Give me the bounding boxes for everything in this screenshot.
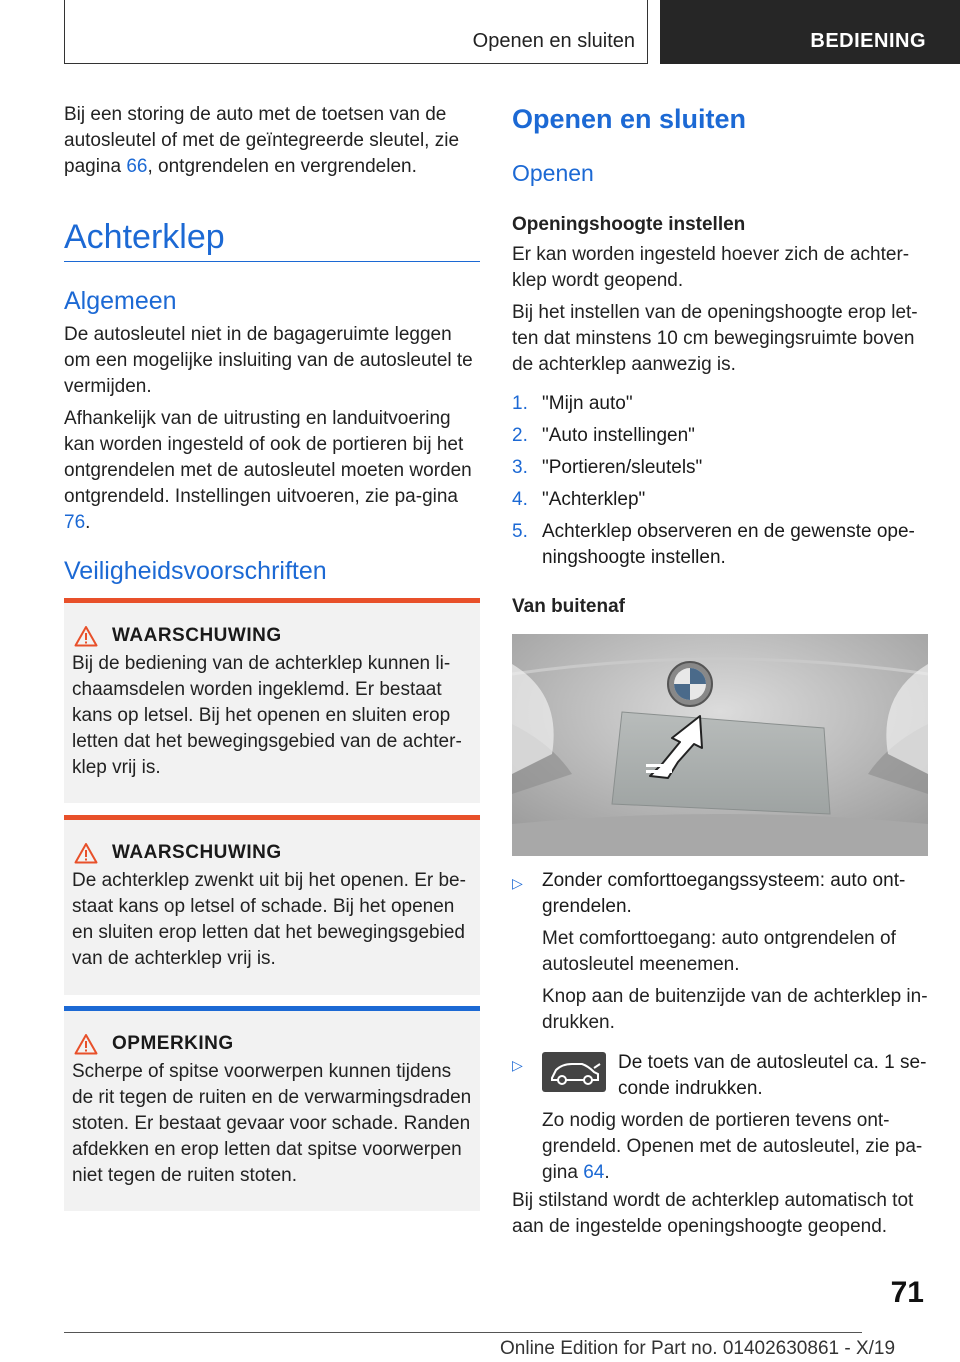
bullet-item-2: ▷ De toets van de autosleutel ca. 1 se-conde indrukken. Zo nodig worden de portieren tevens ont-grendeld. Openen met de autosleutel, zie pa-gina 64. (512, 1050, 928, 1186)
subheading-openingshoogte: Openingshoogte instellen (512, 214, 746, 235)
warning-box-1 (64, 598, 480, 803)
warning-label: WAARSCHUWING (112, 842, 282, 863)
note-box (64, 1006, 480, 1211)
heading-rule (64, 261, 480, 262)
header-chapter-tab (660, 0, 960, 64)
warning-label: WAARSCHUWING (112, 625, 282, 646)
warning-box-2 (64, 815, 480, 995)
header-chapter-title: BEDIENING (810, 30, 926, 52)
subheading-van-buitenaf: Van buitenaf (512, 596, 625, 617)
algemeen-section (64, 322, 480, 542)
openingshoogte-section (512, 242, 928, 384)
bullet-item-1: ▷ Zonder comforttoegangssysteem: auto ont-grendelen. Met comforttoegang: auto ontgrendelen of autosleutel meenemen. Knop aan de buitenzijde van de achterklep in-drukken. (512, 870, 928, 1033)
heading-openen-en-sluiten: Openen en sluiten (512, 104, 747, 134)
step-item: 4. "Achterklep" (512, 489, 646, 510)
car-key-tailgate-button-icon (542, 1052, 606, 1092)
note-label: OPMERKING (112, 1033, 234, 1054)
step-item: 3. "Portieren/sleutels" (512, 457, 703, 478)
warning-text: Bij de bediening van de achterklep kunnen li-chaamsdelen worden ingeklemd. Er bestaat kans op letsel. Bij het openen en sluiten erop letten dat het bewegingsgebied van de achter-klep vrij is. (72, 653, 462, 778)
openingshoogte-paragraph-1: Er kan worden ingesteld hoever zich de achter-klep wordt geopend. (512, 244, 910, 291)
warning-text: De achterklep zwenkt uit bij het openen. Er be-staat kans op letsel of schade. Bij het openen en sluiten erop letten dat het bewegingsgebied van de achterklep vrij is. (72, 870, 466, 969)
heading-algemeen: Algemeen (64, 287, 177, 315)
note-text: Scherpe of spitse voorwerpen kunnen tijdens de rit tegen de ruiten en de verwarmingsdraden stoten. Er bestaat gevaar voor schade. Randen afdekken en erop letten dat spitse voorwerpen niet tegen de ruiten stoten. (72, 1061, 472, 1186)
footer-edition: Online Edition for Part no. 01402630861 - X/19 (500, 1338, 896, 1359)
closing-paragraph: Bij stilstand wordt de achterklep automatisch tot aan de ingestelde openingshoogte geopend. (512, 1190, 914, 1237)
heading-achterklep: Achterklep (64, 218, 225, 256)
page-number: 71 (890, 1276, 924, 1309)
tailgate-image (512, 634, 928, 856)
bullet-marker-icon: ▷ (512, 1057, 523, 1073)
warning-icon (74, 625, 98, 647)
warning-icon (74, 842, 98, 864)
page-link-64[interactable]: 64 (583, 1162, 605, 1183)
intro-paragraph: Bij een storing de auto met de toetsen van de autosleutel of met de geïntegreerde sleutel, zie pagina 66, ontgrendelen en vergrendelen. (64, 104, 460, 177)
step-item: 1. "Mijn auto" (512, 393, 633, 414)
bullet-2-subtext: Zo nodig worden de portieren tevens ont-grendeld. Openen met de autosleutel, zie pa-gina 64. (542, 1110, 923, 1183)
page-link-66[interactable]: 66 (126, 156, 148, 177)
heading-veiligheid: Veiligheidsvoorschriften (64, 557, 327, 585)
steps-list (512, 391, 928, 577)
note-icon (74, 1033, 98, 1055)
tailgate-illustration (512, 634, 928, 856)
bullet-marker-icon: ▷ (512, 875, 523, 891)
algemeen-paragraph-2: Afhankelijk van de uitrusting en landuitvoering kan worden ingesteld of ook de portieren bij het ontgrendelen met de autosleutel moeten worden ontgrendeld. Instellingen uitvoeren, zie pa-gina 76. (64, 408, 472, 533)
page-link-76[interactable]: 76 (64, 512, 86, 533)
algemeen-paragraph-1: De autosleutel niet in de bagageruimte leggen om een mogelijke insluiting van de autosleutel te vermijden. (64, 324, 473, 397)
header-section-title: Openen en sluiten (472, 30, 635, 52)
step-item: 2. "Auto instellingen" (512, 425, 695, 446)
openingshoogte-paragraph-2: Bij het instellen van de openingshoogte erop let-ten dat minstens 10 cm bewegingsruimte boven de achterklep aanwezig is. (512, 302, 918, 375)
heading-openen: Openen (512, 160, 594, 186)
step-item: 5. Achterklep observeren en de gewenste ope-ningshoogte instellen. (512, 521, 915, 568)
header-section-tab (64, 0, 648, 64)
footer-rule (64, 1332, 862, 1333)
